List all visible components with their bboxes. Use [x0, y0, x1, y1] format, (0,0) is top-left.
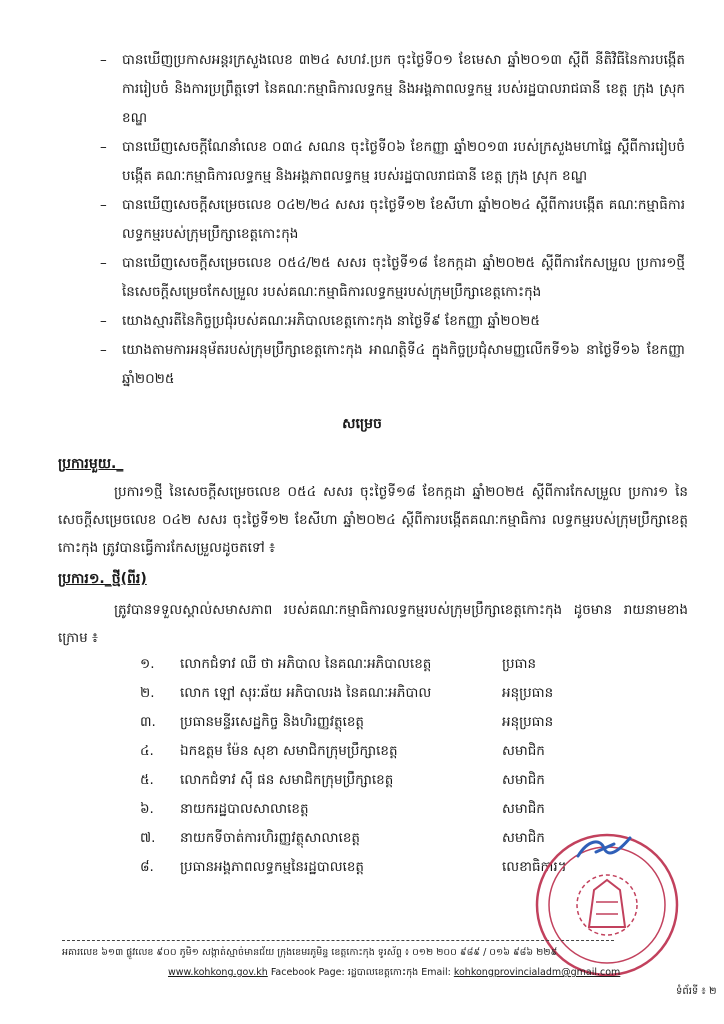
preamble-item: – យោងស្មារតីនៃកិច្ចប្រជុំរបស់គណៈអភិបាលខេត្តកោះកុង នាថ្ងៃទី៩ ខែកញ្ញា ឆ្នាំ២០២៥ [100, 313, 540, 329]
footer-contacts [168, 966, 668, 980]
member-row: ៦. នាយករដ្ឋបាលសាលាខេត្ត សមាជិក [140, 801, 545, 817]
article-one-body: ប្រការ១ថ្មី នៃសេចក្ដីសម្រេចលេខ ០៥៤ សសរ ចុះថ្ងៃទី១៨ ខែកក្កដា ឆ្នាំ២០២៥ ស្ដីពីការកែសម្រួល ប្រការ១ នៃសេចក្ដីសម្រេចលេខ ០៤២ សសរ ចុះថ្ងៃទី១២ ខែសីហា ឆ្នាំ២០២៤ ស្ដីពីការបង្កើតគណៈកម្មាធិការ លទ្ធកម្មរបស់ក្រុមប្រឹក្សាខេត្តកោះកុង ត្រូវបានធ្វើការកែសម្រួលដូចតទៅ ៖ [58, 484, 688, 556]
member-row: ១. លោកជំទាវ ឈី ថា អភិបាល នៃគណៈអភិបាលខេត្ត ប្រធាន [140, 656, 537, 672]
email-link[interactable]: kohkongprovincialadm@gmail.com [453, 967, 621, 978]
preamble-item: – បានឃើញសេចក្ដីណែនាំលេខ ០៣៤ សណន ចុះថ្ងៃទី០៦ ខែកញ្ញា ឆ្នាំ២០១៣ របស់ក្រសួងមហាផ្ទៃ ស្ដីពីការរៀបចំបង្កើត គណៈកម្មាធិការលទ្ធកម្ម និងអង្គភាពលទ្ធកម្ម របស់រដ្ឋបាលរាជធានី ខេត្ត ក្រុង ស្រុក ខណ្ឌ [100, 139, 685, 184]
article-one-new-body: ត្រូវបានទទួលស្គាល់សមាសភាព របស់គណៈកម្មាធិការលទ្ធកម្មរបស់ក្រុមប្រឹក្សាខេត្តកោះកុង ដូចមាន រាយនាមខាងក្រោម ៖ [58, 602, 688, 646]
preamble-item: – បានឃើញប្រកាសអន្តរក្រសួងលេខ ៣២៤ សហវ.ប្រក ចុះថ្ងៃទី០១ ខែមេសា ឆ្នាំ២០១៣ ស្ដីពី នីតិវិធីនៃការបង្កើត ការរៀបចំ និងការប្រព្រឹត្តទៅ នៃគណៈកម្មាធិការលទ្ធកម្ម និងអង្គភាពលទ្ធកម្ម របស់រដ្ឋបាលរាជធានី ខេត្ត ក្រុង ស្រុក ខណ្ឌ [100, 52, 685, 126]
member-row: ២. លោក ឡៅ សុរៈឆ័យ អភិបាលរង នៃគណៈអភិបាល អនុប្រធាន [140, 685, 554, 701]
member-row: ៧. នាយកទីចាត់ការហិរញ្ញវត្ថុសាលាខេត្ត សមាជិក [140, 830, 545, 846]
member-row: ៤. ឯកឧត្ដម ម៉ែន សុខា សមាជិកក្រុមប្រឹក្សាខេត្ត សមាជិក [140, 743, 545, 759]
preamble-list [100, 46, 685, 394]
page-number: ទំព័រទី ៖ ២ [676, 986, 717, 997]
website-link[interactable]: www.kohkong.gov.kh [168, 967, 268, 978]
facebook-page-label: Facebook Page: រដ្ឋបាលខេត្តកោះកុង [270, 967, 419, 978]
member-row: ៨. ប្រធានអង្គភាពលទ្ធកម្មនៃរដ្ឋបាលខេត្ត លេខាធិការ។ [140, 859, 567, 875]
preamble-item: – បានឃើញសេចក្ដីសម្រេចលេខ ០៤២/២៤ សសរ ចុះថ្ងៃទី១២ ខែសីហា ឆ្នាំ២០២៤ ស្ដីពីការបង្កើត គណៈកម្មាធិការលទ្ធកម្មរបស់ក្រុមប្រឹក្សាខេត្តកោះកុង [100, 197, 685, 242]
member-list [140, 650, 600, 882]
signature-mark-icon [574, 834, 634, 862]
email-label: Email: [421, 967, 451, 978]
article-one-new-heading: ប្រការ១._ថ្មី(ពីរ) [58, 571, 147, 587]
footer-address: អគារលេខ ៦១៣ ផ្លូវលេខ ៩០០ ភូមិ១ សង្កាត់ស្មាច់មានជ័យ ក្រុងខេមរភូមិន្ទ ខេត្តកោះកុង ទូរស័ព្ទ ៖ ០១២ ២០០ ៩៨៩ / ០១៦ ៩៨៦ ២២៩ [62, 947, 558, 958]
article-one-heading: ប្រការមួយ._ [58, 456, 124, 472]
member-row: ៣. ប្រធានមន្ទីរសេដ្ឋកិច្ច និងហិរញ្ញវត្ថុខេត្ត អនុប្រធាន [140, 714, 554, 730]
decision-title: សម្រេច [342, 416, 382, 432]
preamble-item: – បានឃើញសេចក្ដីសម្រេចលេខ ០៥៤/២៥ សសរ ចុះថ្ងៃទី១៨ ខែកក្កដា ឆ្នាំ២០២៥ ស្ដីពីការកែសម្រួល ប្រការ១ថ្មី នៃសេចក្ដីសម្រេចកែសម្រួល របស់គណៈកម្មាធិការលទ្ធកម្មរបស់ក្រុមប្រឹក្សាខេត្តកោះកុង [100, 255, 685, 300]
member-row: ៥. លោកជំទាវ ស៊ី ផន សមាជិកក្រុមប្រឹក្សាខេត្ត សមាជិក [140, 772, 545, 788]
preamble-item: – យោងតាមការអនុម័តរបស់ក្រុមប្រឹក្សាខេត្តកោះកុង អាណត្តិទី៤ ក្នុងកិច្ចប្រជុំសាមញ្ញលើកទី១៦ នាថ្ងៃទី១៦ ខែកញ្ញា ឆ្នាំ២០២៥ [100, 342, 685, 387]
footer-divider [62, 940, 614, 941]
